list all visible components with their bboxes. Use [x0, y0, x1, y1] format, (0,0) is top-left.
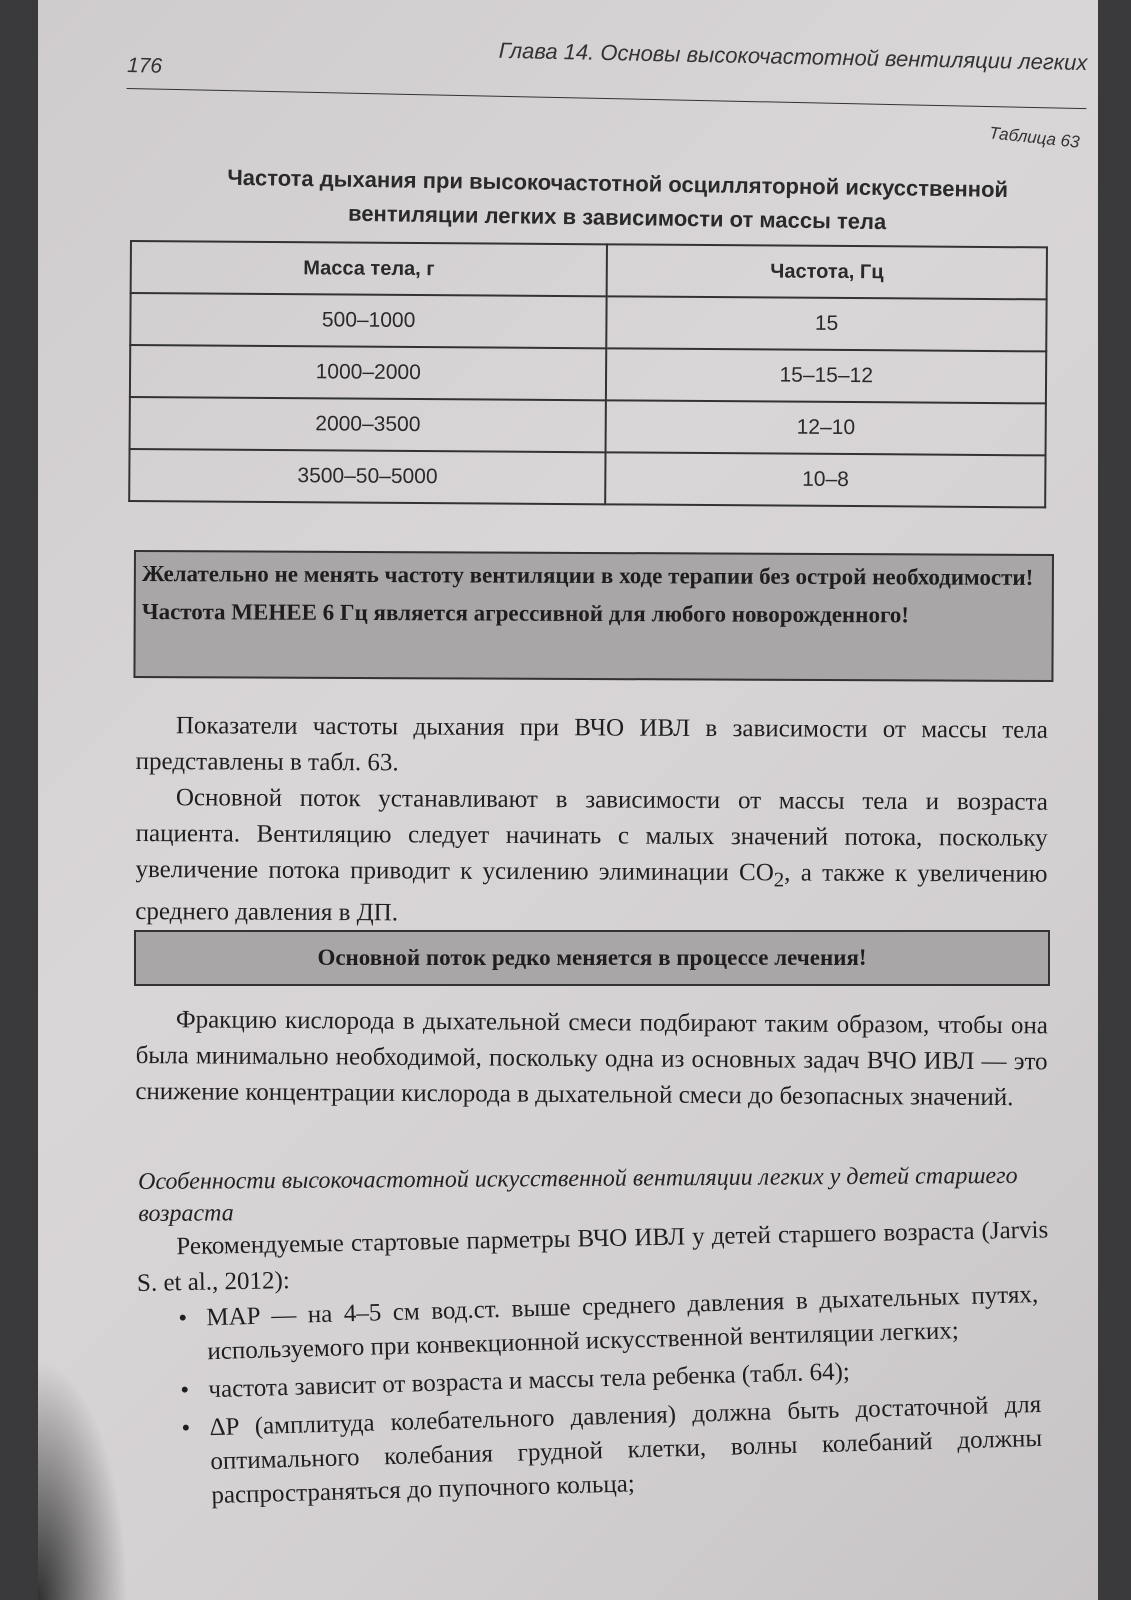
- chapter-title: Глава 14. Основы высокочастотной вентиляции легких: [498, 37, 1088, 76]
- paragraph-text: Рекомендуемые стартовые парметры ВЧО ИВЛ у детей старшего возраста (Jarvis S. et al., 2012):: [136, 1216, 1049, 1297]
- list-item: • MAP — на 4–5 см вод.ст. выше среднего давления в дыхательных путях, используемого при конвекционной искусственной вентиляции легких;: [178, 1278, 1040, 1370]
- page-shadow: [38, 1360, 128, 1600]
- table-title: Частота дыхания при высокочастотной осцилляторной искусственной вентиляции легких в зависимости от массы тела: [227, 164, 1009, 235]
- list-item: • частота зависит от возраста и массы тела ребенка (табл. 64);: [180, 1350, 1041, 1408]
- warning-line-1: Желательно не менять частоту вентиляции в ходе терапии без острой необходимости!: [141, 561, 1034, 590]
- paragraph-text-part: , а также к увеличению среднего давления в ДП.: [135, 859, 1048, 927]
- header-rule: [127, 88, 1087, 109]
- table-label: Таблица 63: [988, 123, 1081, 152]
- paragraph-flow: [135, 780, 1048, 935]
- frequency-table: [128, 240, 1048, 508]
- column-header-mass: Масса тела, г: [131, 241, 608, 296]
- paragraph-text-part: Основной поток устанавливают в зависимости от массы тела и возраста пациента. Вентиляцию следует начинать с малых значений потока, поскольку увеличение потока приводит к усилению элиминации CO: [135, 784, 1048, 887]
- table-row: [130, 397, 1046, 455]
- cell-mass: 2000–3500: [130, 397, 607, 452]
- note-box: Основной поток редко меняется в процессе лечения!: [134, 930, 1050, 986]
- warning-box: [133, 550, 1054, 682]
- table-row: [130, 345, 1046, 403]
- book-page: [38, 0, 1098, 1600]
- running-header: [126, 22, 1087, 120]
- warning-line-2: Частота МЕНЕЕ 6 Гц является агрессивной для любого новорожденного!: [141, 599, 910, 628]
- subscript-2: 2: [773, 867, 785, 892]
- column-header-frequency: Частота, Гц: [607, 244, 1047, 299]
- paragraph-text: Показатели частоты дыхания при ВЧО ИВЛ в зависимости от массы тела представлены в табл. 63.: [135, 712, 1048, 777]
- paragraph-text: Фракцию кислорода в дыхательной смеси подбирают таким образом, чтобы она была минимально необходимой, поскольку одна из основных задач ВЧО ИВЛ — это снижение концентрации кислорода в дыхательной смеси до безопасных значений.: [135, 1006, 1048, 1112]
- page-number: 176: [126, 53, 163, 78]
- paragraph-oxygen: [135, 1002, 1048, 1116]
- cell-mass: 1000–2000: [130, 345, 607, 400]
- parameter-list: [178, 1278, 1044, 1518]
- paragraph-text: [135, 780, 1048, 935]
- table-row: [130, 293, 1046, 351]
- cell-mass: 500–1000: [130, 293, 607, 348]
- cell-frequency: 12–10: [606, 400, 1046, 455]
- table-header-row: [131, 241, 1047, 299]
- cell-frequency: 15: [607, 296, 1047, 351]
- cell-mass: 3500–50–5000: [129, 449, 606, 504]
- list-item: • ΔP (амплитуда колебательного давления) должна быть достаточной для оптимального колебания грудной клетки, волны колебаний должны распространяться до пупочного кольца;: [181, 1388, 1044, 1514]
- cell-frequency: 10–8: [605, 452, 1045, 507]
- section-heading: Особенности высокочастотной искусственной вентиляции легких у детей старшего возраста: [138, 1162, 1018, 1227]
- paragraph-frequency: [136, 708, 1048, 785]
- table-row: [129, 449, 1045, 507]
- cell-frequency: 15–15–12: [606, 348, 1046, 403]
